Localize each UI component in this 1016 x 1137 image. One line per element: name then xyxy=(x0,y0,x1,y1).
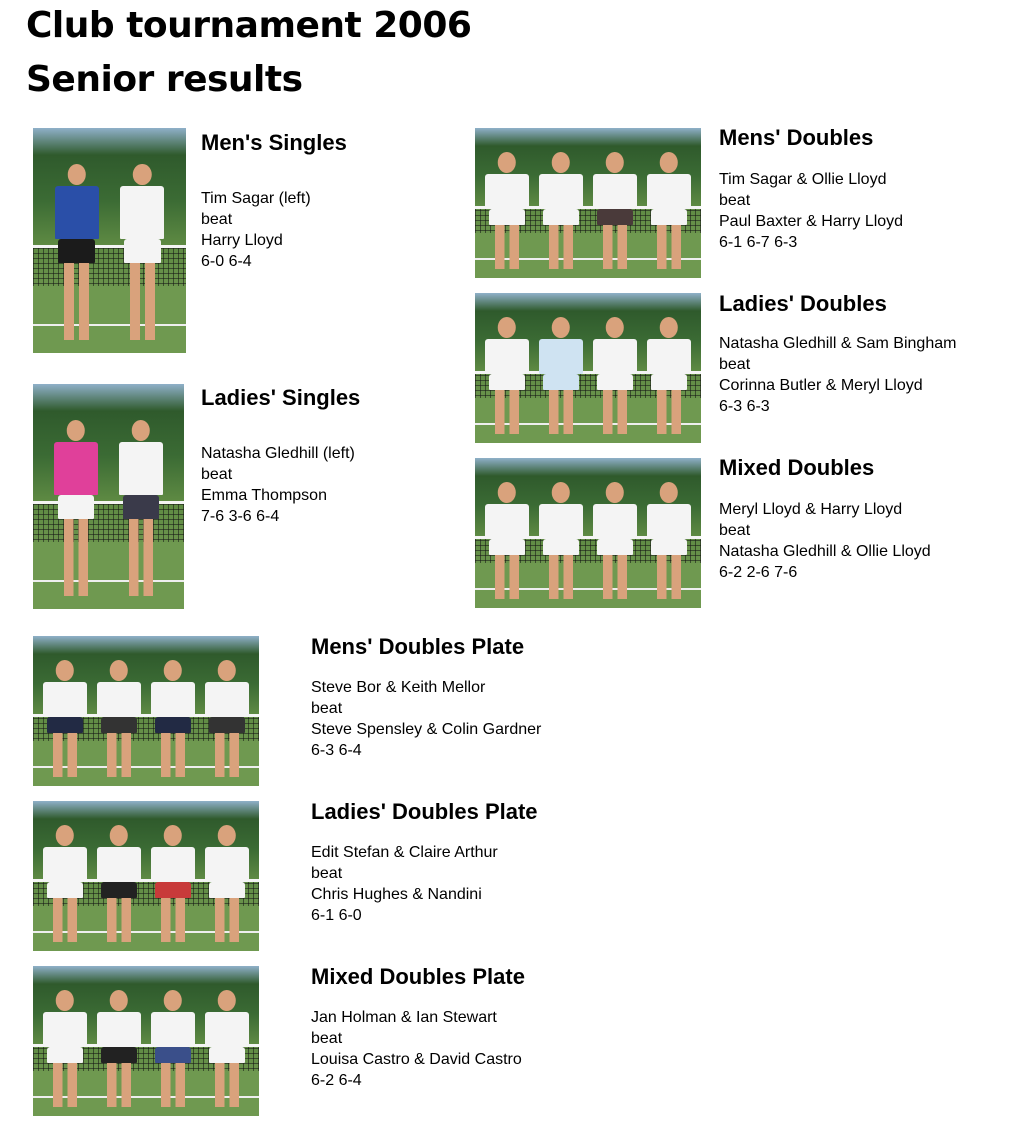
beat-text: beat xyxy=(201,466,233,483)
loser-text: Corinna Butler & Meryl Lloyd xyxy=(719,377,923,394)
winner-text: Natasha Gledhill (left) xyxy=(201,445,355,462)
ladies-doubles-plate-heading: Ladies' Doubles Plate xyxy=(311,799,538,824)
mixed-doubles-plate-heading: Mixed Doubles Plate xyxy=(311,964,525,989)
loser-text: Steve Spensley & Colin Gardner xyxy=(311,721,542,738)
player-figure xyxy=(151,660,195,777)
player-figure xyxy=(54,420,98,596)
mixed-doubles-heading: Mixed Doubles xyxy=(719,455,875,480)
score-text: 6-1 6-0 xyxy=(311,907,362,924)
score-text: 6-3 6-3 xyxy=(719,398,770,415)
mens-doubles-plate-result xyxy=(311,677,541,761)
beat-text: beat xyxy=(719,356,751,373)
beat-text: beat xyxy=(201,211,233,228)
ladies-doubles-plate-photo xyxy=(33,801,259,951)
ladies-singles-result xyxy=(201,443,355,527)
player-figure xyxy=(120,164,164,340)
player-figure xyxy=(97,825,141,942)
winner-text: Meryl Lloyd & Harry Lloyd xyxy=(719,501,903,518)
mens-doubles-result xyxy=(719,169,903,253)
beat-text: beat xyxy=(311,865,343,882)
winner-text: Tim Sagar (left) xyxy=(201,190,311,207)
winner-text: Tim Sagar & Ollie Lloyd xyxy=(719,171,887,188)
page-title: Club tournament 2006 xyxy=(26,5,472,46)
player-figure xyxy=(205,660,249,777)
player-figure xyxy=(485,152,529,269)
loser-text: Chris Hughes & Nandini xyxy=(311,886,482,903)
player-figure xyxy=(539,482,583,599)
loser-text: Emma Thompson xyxy=(201,487,327,504)
mens-singles-result xyxy=(201,188,311,272)
loser-text: Harry Lloyd xyxy=(201,232,283,249)
mens-doubles-photo xyxy=(475,128,701,278)
player-figure xyxy=(485,482,529,599)
beat-text: beat xyxy=(719,192,751,209)
mens-singles-photo xyxy=(33,128,186,353)
player-figure xyxy=(647,152,691,269)
ladies-singles-photo xyxy=(33,384,184,609)
loser-text: Natasha Gledhill & Ollie Lloyd xyxy=(719,543,931,560)
ladies-doubles-result xyxy=(719,333,956,417)
player-figure xyxy=(43,990,87,1107)
player-figure xyxy=(647,482,691,599)
ladies-doubles-plate-result xyxy=(311,842,498,926)
player-figure xyxy=(205,825,249,942)
player-figure xyxy=(593,152,637,269)
player-figure xyxy=(43,825,87,942)
score-text: 6-0 6-4 xyxy=(201,253,252,270)
mixed-doubles-plate-photo xyxy=(33,966,259,1116)
mens-singles-heading: Men's Singles xyxy=(201,130,347,155)
winner-text: Natasha Gledhill & Sam Bingham xyxy=(719,335,957,352)
winner-text: Jan Holman & Ian Stewart xyxy=(311,1009,497,1026)
ladies-doubles-heading: Ladies' Doubles xyxy=(719,291,887,316)
player-figure xyxy=(151,825,195,942)
player-figure xyxy=(43,660,87,777)
winner-text: Edit Stefan & Claire Arthur xyxy=(311,844,498,861)
player-figure xyxy=(119,420,163,596)
winner-text: Steve Bor & Keith Mellor xyxy=(311,679,486,696)
mixed-doubles-result xyxy=(719,499,931,583)
player-figure xyxy=(593,482,637,599)
loser-text: Louisa Castro & David Castro xyxy=(311,1051,522,1068)
score-text: 6-2 2-6 7-6 xyxy=(719,564,798,581)
player-figure xyxy=(55,164,99,340)
ladies-doubles-photo xyxy=(475,293,701,443)
mens-doubles-plate-photo xyxy=(33,636,259,786)
mixed-doubles-photo xyxy=(475,458,701,608)
beat-text: beat xyxy=(719,522,751,539)
mens-doubles-heading: Mens' Doubles xyxy=(719,125,874,150)
score-text: 7-6 3-6 6-4 xyxy=(201,508,280,525)
beat-text: beat xyxy=(311,700,343,717)
mens-doubles-plate-heading: Mens' Doubles Plate xyxy=(311,634,525,659)
player-figure xyxy=(485,317,529,434)
player-figure xyxy=(647,317,691,434)
player-figure xyxy=(539,152,583,269)
player-figure xyxy=(539,317,583,434)
player-figure xyxy=(593,317,637,434)
score-text: 6-1 6-7 6-3 xyxy=(719,234,798,251)
player-figure xyxy=(97,990,141,1107)
page-subtitle: Senior results xyxy=(26,59,303,100)
beat-text: beat xyxy=(311,1030,343,1047)
loser-text: Paul Baxter & Harry Lloyd xyxy=(719,213,904,230)
score-text: 6-3 6-4 xyxy=(311,742,362,759)
player-figure xyxy=(97,660,141,777)
ladies-singles-heading: Ladies' Singles xyxy=(201,385,361,410)
player-figure xyxy=(151,990,195,1107)
player-figure xyxy=(205,990,249,1107)
score-text: 6-2 6-4 xyxy=(311,1072,362,1089)
mixed-doubles-plate-result xyxy=(311,1007,522,1091)
